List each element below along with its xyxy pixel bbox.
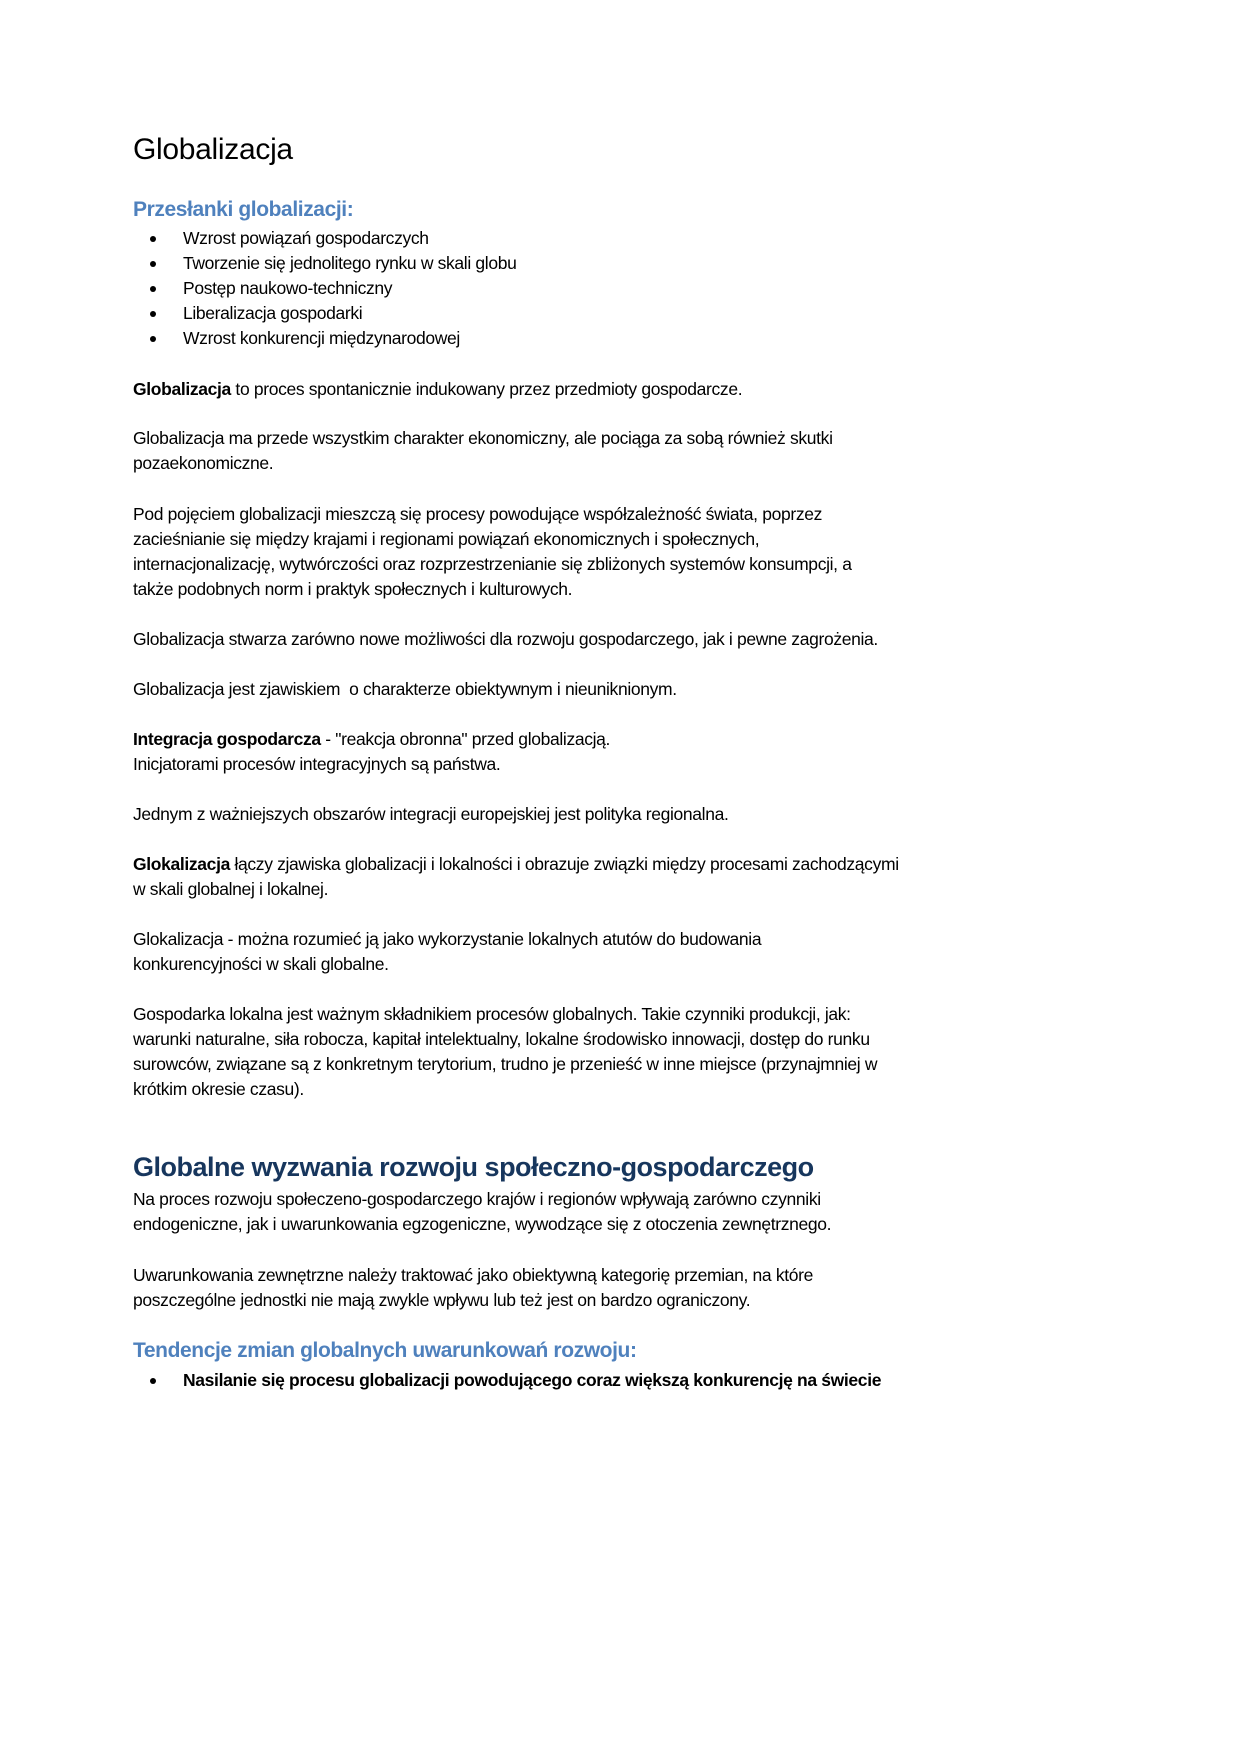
paragraph: Jednym z ważniejszych obszarów integracji europejskiej jest polityka regionalna. — [133, 804, 729, 824]
bullet-icon — [150, 336, 156, 342]
bold-term: Glokalizacja — [133, 854, 230, 874]
paragraph: Globalizacja to proces spontanicznie indukowany przez przedmioty gospodarcze. — [133, 379, 743, 399]
bullet-icon — [150, 261, 156, 267]
section-heading-trends: Tendencje zmian globalnych uwarunkowań rozwoju: — [133, 1339, 637, 1362]
section-heading-premises: Przesłanki globalizacji: — [133, 198, 354, 221]
list-item: Nasilanie się procesu globalizacji powodującego coraz większą konkurencję na świecie — [133, 1368, 881, 1393]
paragraph: Glokalizacja łączy zjawiska globalizacji i lokalności i obrazuje związki między procesami zachodzącymi w skali globalnej i lokalnej. — [133, 854, 899, 899]
paragraph: Gospodarka lokalna jest ważnym składnikiem procesów globalnych. Takie czynniki produkcji, jak: warunki naturalne, siła robocza, kapitał intelektualny, lokalne środowisko innowacji, dostęp do runku surowców, związane są z konkretnym terytorium, trudno je przenieść w inne miejsce (przynajmniej w krótkim okresie czasu). — [133, 1004, 878, 1099]
bullet-icon — [150, 286, 156, 292]
list-item: Wzrost konkurencji międzynarodowej — [133, 326, 516, 351]
paragraph: Globalizacja jest zjawiskiem o charakterze obiektywnym i nieuniknionym. — [133, 679, 677, 699]
paragraph: Glokalizacja - można rozumieć ją jako wykorzystanie lokalnych atutów do budowania konkurencyjności w skali globalne. — [133, 929, 762, 974]
paragraph: Na proces rozwoju społeczeno-gospodarczego krajów i regionów wpływają zarówno czynniki endogeniczne, jak i uwarunkowania egzogeniczne, wywodzące się z otoczenia zewnętrznego. — [133, 1189, 832, 1234]
list-item: Liberalizacja gospodarki — [133, 301, 516, 326]
list-item: Postęp naukowo-techniczny — [133, 276, 516, 301]
paragraph: Globalizacja ma przede wszystkim charakter ekonomiczny, ale pociąga za sobą również skutki pozaekonomiczne. — [133, 428, 833, 473]
list-item: Wzrost powiązań gospodarczych — [133, 226, 516, 251]
bullet-icon — [150, 311, 156, 317]
paragraph: Uwarunkowania zewnętrzne należy traktować jako obiektywną kategorię przemian, na które poszczególne jednostki nie mają zwykle wpływu lub też jest on bardzo ograniczony. — [133, 1265, 813, 1310]
list-item: Tworzenie się jednolitego rynku w skali globu — [133, 251, 516, 276]
paragraph: Globalizacja stwarza zarówno nowe możliwości dla rozwoju gospodarczego, jak i pewne zagrożenia. — [133, 629, 878, 649]
bold-term: Integracja gospodarcza — [133, 729, 321, 749]
paragraph: Pod pojęciem globalizacji mieszczą się procesy powodujące współzależność świata, poprzez zacieśnianie się między krajami i regionami powiązań ekonomicznych i społecznych, internacjonalizację, wytwórczości oraz rozprzestrzenianie się zbliżonych systemów konsumpcji, a także podobnych norm i praktyk społecznych i kulturowych. — [133, 504, 852, 599]
document-title: Globalizacja — [133, 133, 293, 166]
trends-list — [133, 1368, 881, 1393]
bold-term: Globalizacja — [133, 379, 231, 399]
bullet-icon — [150, 236, 156, 242]
paragraph: Integracja gospodarcza - "reakcja obronna" przed globalizacją. Inicjatorami procesów integracyjnych są państwa. — [133, 729, 611, 774]
bullet-icon — [150, 1378, 156, 1384]
premises-list — [133, 226, 516, 351]
section-heading-challenges: Globalne wyzwania rozwoju społeczno-gospodarczego — [133, 1152, 814, 1182]
